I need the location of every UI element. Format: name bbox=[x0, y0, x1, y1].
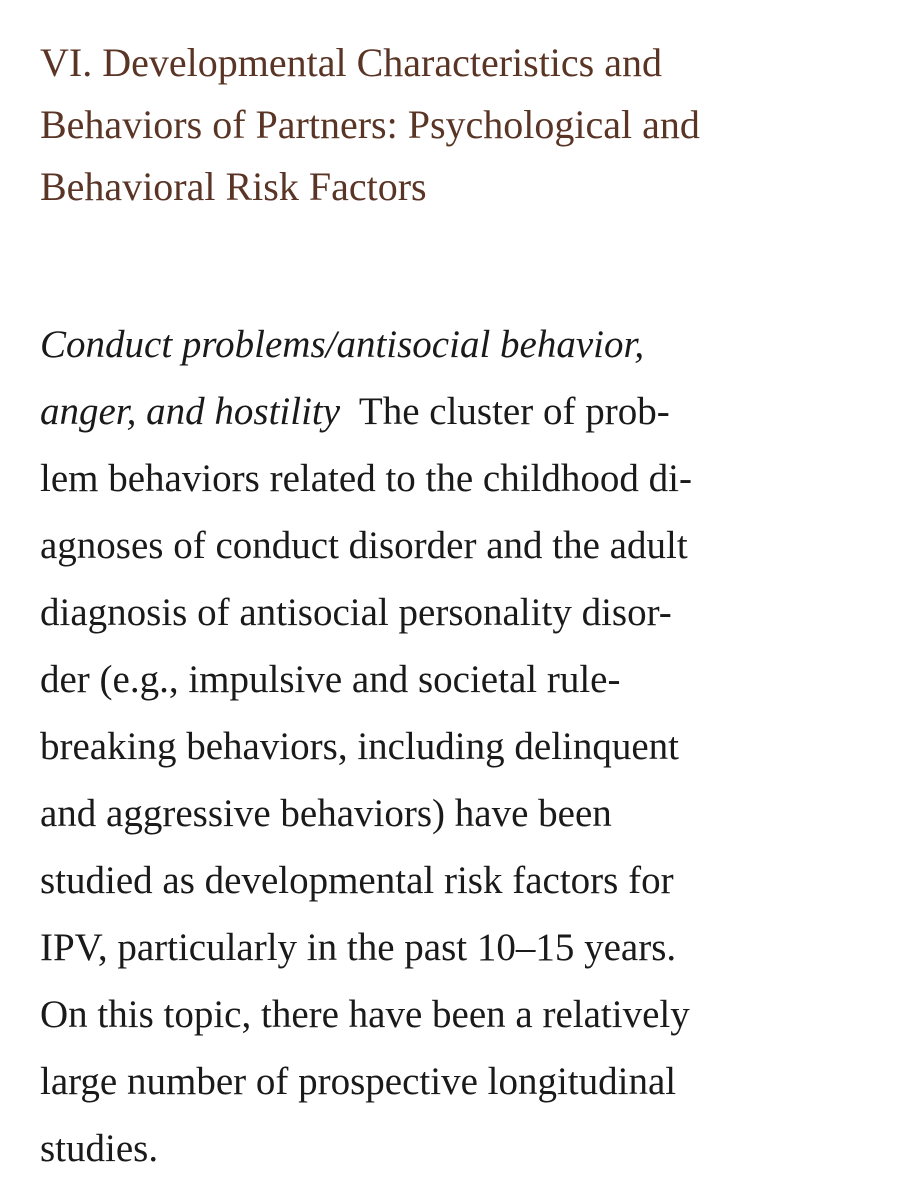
paragraph-line: der (e.g., impulsive and societal rule- bbox=[40, 658, 621, 701]
paragraph-line: studies. bbox=[40, 1127, 159, 1170]
section-heading bbox=[40, 32, 900, 218]
paragraph-line: breaking behaviors, including delinquent bbox=[40, 725, 680, 768]
paragraph-line: studied as developmental risk factors for bbox=[40, 859, 674, 902]
run-in-heading: Conduct problems/antisocial behavior, bbox=[40, 323, 645, 366]
paragraph-line: On this topic, there have been a relatively bbox=[40, 993, 690, 1036]
paragraph-text: The cluster of prob- bbox=[358, 390, 670, 433]
section-heading-line: Behavioral Risk Factors bbox=[40, 164, 427, 209]
paragraph-line: diagnosis of antisocial personality disor- bbox=[40, 591, 672, 634]
paragraph-line bbox=[40, 378, 900, 445]
paragraph-line: large number of prospective longitudinal bbox=[40, 1060, 677, 1103]
paragraph-line: IPV, particularly in the past 10–15 years. bbox=[40, 926, 677, 969]
paragraph-line: lem behaviors related to the childhood di- bbox=[40, 457, 692, 500]
paragraph-line: and aggressive behaviors) have been bbox=[40, 792, 612, 835]
paragraph-line bbox=[40, 311, 900, 378]
section-heading-line: VI. Developmental Characteristics and bbox=[40, 40, 662, 85]
run-in-heading: anger, and hostility bbox=[40, 390, 341, 433]
section-heading-line: Behaviors of Partners: Psychological and bbox=[40, 102, 700, 147]
paragraph-line: agnoses of conduct disorder and the adult bbox=[40, 524, 688, 567]
body-paragraph bbox=[40, 311, 900, 1182]
